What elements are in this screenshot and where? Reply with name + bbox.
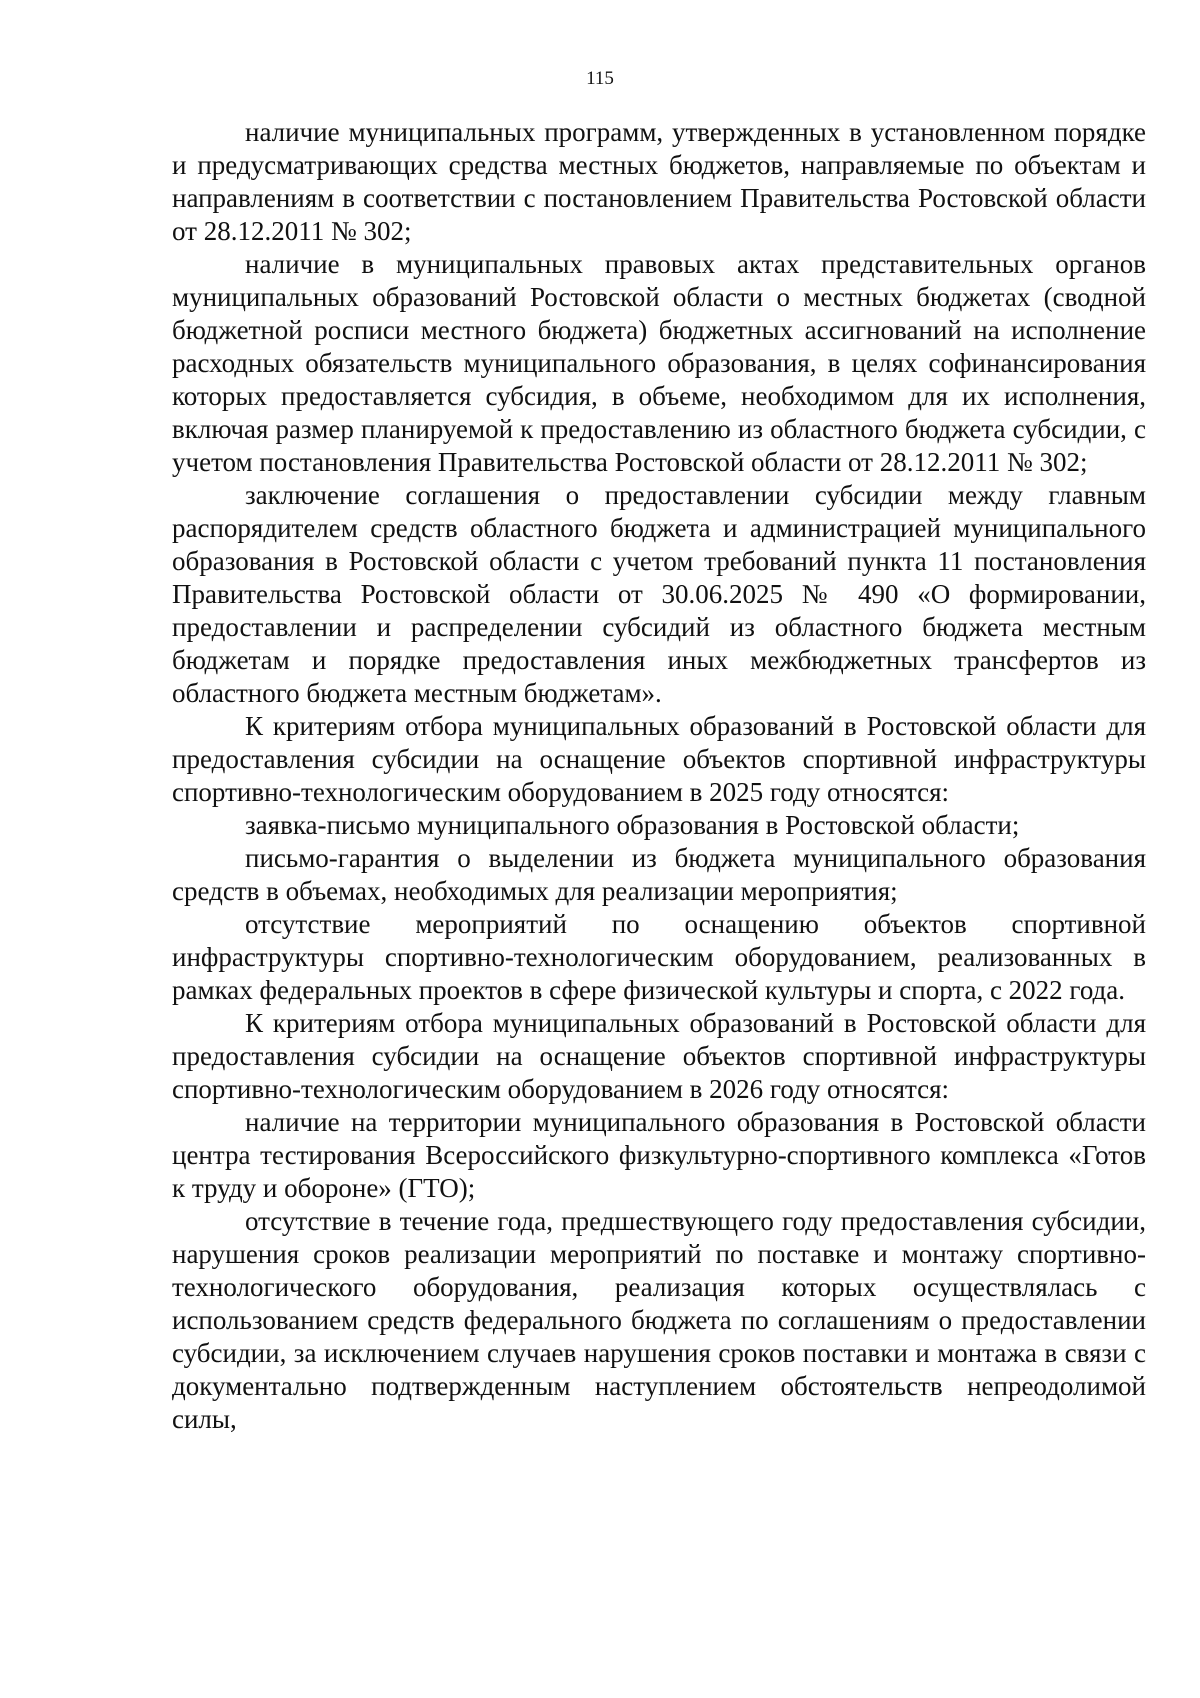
paragraph-application-letter: заявка-письмо муниципального образования в Ростовской области; [245, 810, 1020, 840]
document-body [172, 116, 1146, 1436]
paragraph-guarantee-letter: письмо-гарантия о выделении из бюджета муниципального образования средств в объемах, необходимых для реализации мероприятия; [172, 843, 1146, 906]
paragraph-gto-center: наличие на территории муниципального образования в Ростовской области центра тестирования Всероссийского физкультурно-спортивного комплекса «Готов к труду и обороне» (ГТО); [172, 1107, 1146, 1203]
paragraph-criteria-2026-intro: К критериям отбора муниципальных образований в Ростовской области для предоставления субсидии на оснащение объектов спортивной инфраструктуры спортивно-технологическим оборудованием в 2026 году относятся: [172, 1008, 1146, 1104]
paragraph-municipal-programs: наличие муниципальных программ, утвержденных в установленном порядке и предусматривающих средства местных бюджетов, направляемые по объектам и направлениям в соответствии с постановлением Правительства Ростовской области от 28.12.2011 № 302; [172, 117, 1146, 246]
paragraph-budget-allocations: наличие в муниципальных правовых актах представительных органов муниципальных образований Ростовской области о местных бюджетах (сводной бюджетной росписи местного бюджета) бюджетных ассигнований на исполнение расходных обязательств муниципального образования, в целях софинансирования которых предоставляется субсидия, в объеме, необходимом для их исполнения, включая размер планируемой к предоставлению из областного бюджета субсидии, с учетом постановления Правительства Ростовской области от 28.12.2011 № 302; [172, 249, 1146, 477]
paragraph-criteria-2025-intro: К критериям отбора муниципальных образований в Ростовской области для предоставления субсидии на оснащение объектов спортивной инфраструктуры спортивно-технологическим оборудованием в 2025 году относятся: [172, 711, 1146, 807]
paragraph-no-deadline-violations: отсутствие в течение года, предшествующего году предоставления субсидии, нарушения сроков реализации мероприятий по поставке и монтажу спортивно-технологического оборудования, реализация которых осуществлялась с использованием средств федерального бюджета по соглашениям о предоставлении субсидии, за исключением случаев нарушения сроков поставки и монтажа в связи с документально подтвержденным наступлением обстоятельств непреодолимой силы, [172, 1206, 1146, 1434]
paragraph-subsidy-agreement: заключение соглашения о предоставлении субсидии между главным распорядителем средств областного бюджета и администрацией муниципального образования в Ростовской области с учетом требований пункта 11 постановления Правительства Ростовской области от 30.06.2025 № 490 «О формировании, предоставлении и распределении субсидий из областного бюджета местным бюджетам и порядке предоставления иных межбюджетных трансфертов из областного бюджета местным бюджетам». [172, 480, 1146, 708]
page-number: 115 [586, 68, 614, 89]
paragraph-no-previous-equipment: отсутствие мероприятий по оснащению объектов спортивной инфраструктуры спортивно-технологическим оборудованием, реализованных в рамках федеральных проектов в сфере физической культуры и спорта, с 2022 года. [172, 909, 1146, 1005]
